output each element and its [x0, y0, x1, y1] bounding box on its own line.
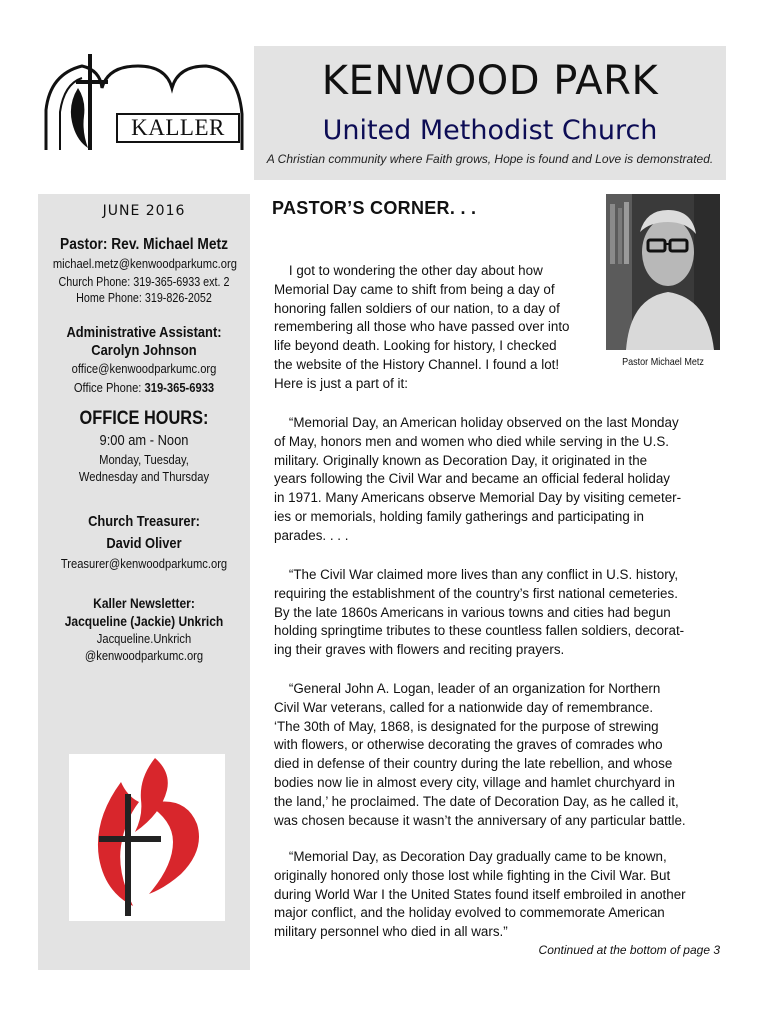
treasurer-name: David Oliver: [106, 535, 182, 552]
article-line: Memorial Day came to shift from being a day of: [274, 281, 555, 297]
admin-email[interactable]: office@kenwoodparkumc.org: [71, 361, 217, 376]
article-line: requiring the establishment of the country’s first national cemeteries.: [274, 585, 678, 601]
article-line: “General John A. Logan, leader of an organization for Northern: [274, 681, 661, 696]
cross-flame-icon: [69, 754, 225, 921]
pastor-name: Pastor: Rev. Michael Metz: [60, 236, 228, 253]
article-line: bodies now lie in almost every city, village and hamlet churchyard in: [274, 774, 675, 790]
article-line: in 1971. Many Americans observe Memorial Day by visiting cemeter-: [274, 490, 682, 506]
kaller-label: KALLER: [116, 113, 240, 143]
article-paragraph: [274, 848, 686, 942]
photo-caption: Pastor Michael Metz: [622, 356, 704, 368]
article-line: military. Originally known as Decoration Day, it originated in the: [274, 452, 648, 468]
cross-flame-image: [69, 754, 225, 921]
church-subtitle: United Methodist Church: [322, 115, 658, 146]
article-line: parades. . . .: [274, 527, 349, 543]
article-line: during World War I the United States found itself embroiled in another: [274, 886, 686, 902]
office-hours-days: Monday, Tuesday,: [99, 452, 189, 467]
pastor-email[interactable]: michael.metz@kenwoodparkumc.org: [52, 256, 237, 271]
article-line: was chosen because it wasn’t the anniversary of any particular battle.: [274, 812, 686, 828]
office-hours-time: 9:00 am - Noon: [99, 432, 189, 449]
article-line: of May, honors men and women who died while serving in the U.S.: [274, 433, 669, 449]
article-line: died in defense of their country during the late rebellion, and whose: [274, 756, 673, 772]
treasurer-title: Church Treasurer:: [88, 513, 200, 530]
article-heading: PASTOR’S CORNER. . .: [272, 198, 477, 218]
article-line: Civil War veterans, called for a nationwide day of remembrance.: [274, 699, 654, 715]
church-tagline: A Christian community where Faith grows, Hope is found and Love is demonstrated.: [266, 152, 714, 166]
newsletter-title: Kaller Newsletter:: [93, 595, 195, 611]
article-line: ies or memorials, holding family gatherings and participating in: [274, 508, 644, 524]
article-line: life beyond death. Looking for history, I checked: [274, 338, 557, 354]
admin-phone-number: 319-365-6933: [144, 380, 215, 395]
article-line: Here is just a part of it:: [274, 375, 408, 391]
article-line: “Memorial Day, as Decoration Day gradually came to be known,: [274, 849, 667, 864]
office-hours-title: OFFICE HOURS:: [79, 408, 209, 429]
church-title: KENWOOD PARK: [321, 58, 659, 104]
newsletter-email[interactable]: @kenwoodparkumc.org: [84, 648, 204, 663]
treasurer-email[interactable]: Treasurer@kenwoodparkumc.org: [60, 556, 228, 571]
article-line: remembering all those who have passed over into: [274, 319, 570, 335]
admin-phone: [53, 380, 235, 395]
pastor-photo: [606, 194, 720, 350]
home-phone: Home Phone: 319-826-2052: [76, 291, 212, 305]
article-line: I got to wondering the other day about how: [274, 263, 543, 278]
newsletter-editor-name: Jacqueline (Jackie) Unkrich: [64, 613, 224, 629]
article-line: ing their graves with flowers and reciting prayers.: [274, 642, 565, 658]
church-phone: Church Phone: 319-365-6933 ext. 2: [58, 275, 230, 289]
article-line: honoring fallen soldiers of our nation, to a day of: [274, 300, 560, 316]
article-line: “Memorial Day, an American holiday observed on the last Monday: [274, 415, 679, 430]
newsletter-email[interactable]: Jacqueline.Unkrich: [96, 631, 192, 646]
article-line: with flowers, or otherwise decorating the graves of comrades who: [274, 737, 663, 753]
admin-name: Carolyn Johnson: [91, 342, 197, 359]
article-line: holding springtime tributes to these countless fallen soldiers, decorat-: [274, 623, 685, 639]
article-line: major conflict, and the holiday evolved to commemorate American: [274, 905, 665, 921]
article-line: By the late 1860s Americans in various towns and cities had begun: [274, 604, 671, 620]
article-paragraph: [274, 262, 570, 394]
article-line: the land,’ he proclaimed. The date of Decoration Day, as he called it,: [274, 793, 679, 809]
article-paragraph: [274, 566, 684, 660]
article-line: the website of the History Channel. I found a lot!: [274, 356, 560, 372]
admin-title: Administrative Assistant:: [66, 324, 222, 341]
article-line: military personnel who died in all wars.”: [274, 924, 508, 940]
article-line: ‘The 30th of May, 1868, is designated for the purpose of strewing: [274, 718, 659, 734]
issue-date: JUNE 2016: [102, 203, 186, 219]
article-paragraph: [274, 414, 681, 546]
article-paragraph: [274, 680, 686, 830]
office-hours-days: Wednesday and Thursday: [78, 469, 210, 484]
article-line: originally honored only those lost while fighting in the Civil War. But: [274, 867, 671, 883]
article-line: years following the Civil War and became an official federal holiday: [274, 471, 670, 487]
admin-phone-label: Office Phone:: [73, 380, 145, 395]
continued-note: Continued at the bottom of page 3: [538, 943, 720, 957]
article-line: “The Civil War claimed more lives than any conflict in U.S. history,: [274, 567, 679, 582]
